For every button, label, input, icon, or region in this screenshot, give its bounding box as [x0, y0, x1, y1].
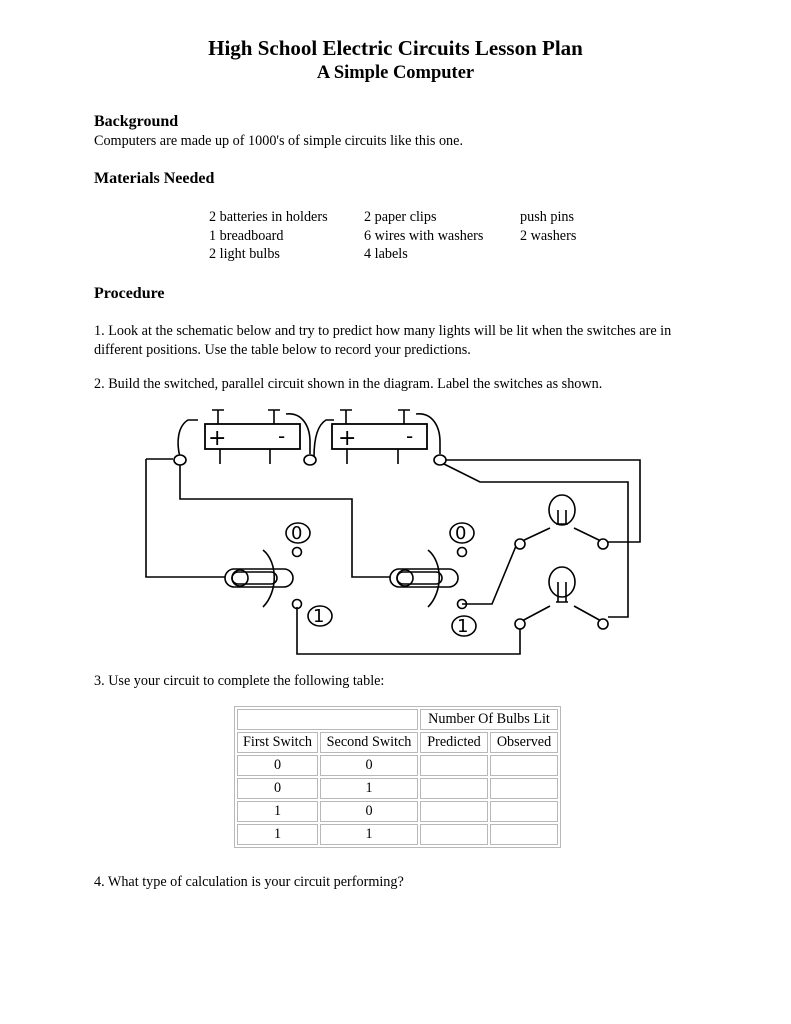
column-header-predicted: Predicted: [420, 732, 488, 753]
table-row: [237, 755, 558, 776]
materials-column-2: [364, 208, 524, 264]
switch-label-0: 0: [291, 523, 303, 544]
material-item: 4 labels: [364, 246, 408, 262]
table-cell[interactable]: [420, 824, 488, 845]
table-header-row: [237, 709, 558, 730]
results-table: [234, 706, 561, 848]
wire: [180, 465, 390, 577]
switch-2: [390, 523, 476, 637]
battery-minus-sign: -: [406, 424, 414, 448]
wire: [146, 459, 225, 577]
procedure-step-3: 3. Use your circuit to complete the following table:: [94, 673, 385, 689]
procedure-heading: Procedure: [94, 285, 165, 302]
table-cell: 0: [320, 801, 418, 822]
table-cell: 1: [237, 824, 318, 845]
materials-heading: Materials Needed: [94, 170, 215, 187]
material-item: 1 breadboard: [209, 227, 284, 244]
table-cell: 1: [320, 824, 418, 845]
material-item: push pins: [520, 209, 574, 225]
terminal: [434, 455, 446, 465]
background-heading: Background: [94, 113, 179, 130]
table-cell[interactable]: [490, 801, 558, 822]
material-item: 6 wires with washers: [364, 227, 484, 244]
switch-label-1: 1: [313, 606, 325, 627]
battery-lead: [286, 414, 310, 454]
table-cell: 0: [237, 778, 318, 799]
table-cell[interactable]: [420, 755, 488, 776]
page-subtitle: A Simple Computer: [316, 63, 475, 83]
table-cell[interactable]: [490, 824, 558, 845]
battery-holder-right: [332, 410, 427, 464]
light-bulb-1: [515, 495, 608, 549]
table-cell[interactable]: [490, 778, 558, 799]
battery-plus-sign: +: [208, 426, 227, 451]
wire: [462, 546, 516, 604]
battery-holder-left: [205, 410, 300, 464]
procedure-step-1: 1. Look at the schematic below and try to predict how many lights will be lit when the switches are in different positions. Use the table below to record your predictions.: [94, 323, 672, 358]
column-header-first-switch: First Switch: [237, 732, 318, 753]
battery-lead: [416, 414, 440, 454]
table-cell[interactable]: [490, 755, 558, 776]
table-row: [237, 801, 558, 822]
terminal: [304, 455, 316, 465]
table-row: [237, 778, 558, 799]
battery-plus-sign: +: [338, 426, 357, 451]
table-cell-empty: [237, 709, 418, 730]
procedure-step-2: 2. Build the switched, parallel circuit shown in the diagram. Label the switches as shown.: [94, 376, 603, 392]
table-cell: 1: [320, 778, 418, 799]
circuit-diagram: [140, 402, 652, 660]
column-header-second-switch: Second Switch: [320, 732, 418, 753]
material-item: 2 light bulbs: [209, 246, 280, 262]
table-cell[interactable]: [420, 778, 488, 799]
procedure-step-4: 4. What type of calculation is your circuit performing?: [94, 874, 404, 890]
wire: [446, 460, 640, 542]
light-bulb-2: [515, 567, 608, 629]
table-cell: 0: [237, 755, 318, 776]
wire: [297, 607, 520, 654]
materials-column-3: [520, 208, 680, 245]
battery-lead: [178, 420, 198, 457]
page-title: High School Electric Circuits Lesson Plan: [208, 36, 583, 60]
battery-lead: [314, 420, 334, 457]
materials-column-1: [209, 208, 369, 264]
switch-1: [225, 523, 332, 627]
column-header-observed: Observed: [490, 732, 558, 753]
terminal: [174, 455, 186, 465]
table-cell: 0: [320, 755, 418, 776]
material-item: 2 batteries in holders: [209, 209, 328, 225]
background-text: Computers are made up of 1000's of simple circuits like this one.: [94, 133, 463, 149]
table-group-header: Number Of Bulbs Lit: [420, 709, 558, 730]
table-cell[interactable]: [420, 801, 488, 822]
material-item: 2 paper clips: [364, 209, 437, 225]
switch-label-0: 0: [455, 523, 467, 544]
battery-minus-sign: -: [278, 424, 286, 448]
switch-label-1: 1: [457, 616, 469, 637]
table-header-row: [237, 732, 558, 753]
table-row: [237, 824, 558, 845]
table-cell: 1: [237, 801, 318, 822]
material-item: 2 washers: [520, 227, 577, 244]
